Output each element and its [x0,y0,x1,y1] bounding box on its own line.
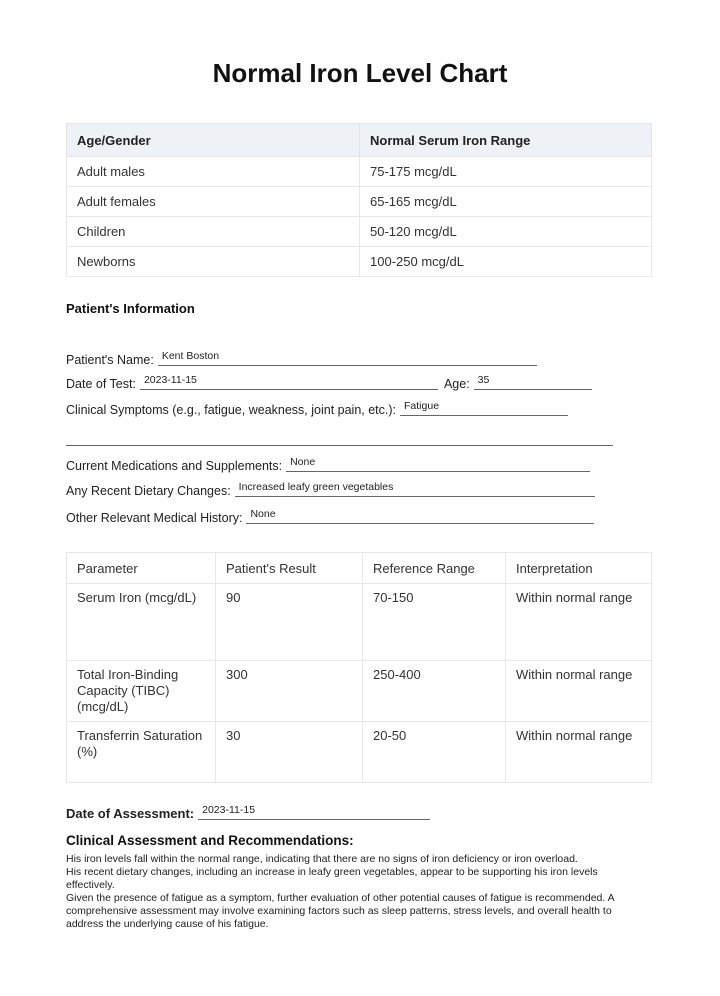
column-header: Reference Range [363,553,506,584]
table-row [67,247,652,277]
medications-input[interactable]: None [286,457,590,472]
age-gender-cell: Children [67,217,360,247]
table-row [67,722,652,783]
date-of-assessment-input[interactable]: 2023-11-15 [198,805,430,820]
parameter-cell: Total Iron-Binding Capacity (TIBC) (mcg/dL) [67,661,216,722]
date-of-test-input[interactable]: 2023-11-15 [140,375,438,390]
table-header-row [67,553,652,584]
table-row [67,217,652,247]
medical-history-field [66,510,594,525]
field-label: Date of Assessment: [66,806,195,821]
clinical-symptoms-extra-line[interactable] [66,445,613,446]
field-label: Patient's Name: [66,353,154,367]
parameter-cell: Serum Iron (mcg/dL) [67,584,216,661]
clinical-symptoms-input[interactable]: Fatigue [400,401,568,416]
field-label: Clinical Symptoms (e.g., fatigue, weakness, joint pain, etc.): [66,403,397,417]
table-header-row [67,124,652,157]
column-header: Age/Gender [67,124,360,157]
table-row [67,157,652,187]
medical-history-input[interactable]: None [246,509,594,524]
result-cell: 90 [216,584,363,661]
column-header: Parameter [67,553,216,584]
assessment-paragraph: His recent dietary changes, including an increase in leafy green vegetables, appear to be supporting his iron levels effectively. [66,866,598,891]
patient-name-input[interactable]: Kent Boston [158,351,537,366]
field-label: Date of Test: [66,377,136,391]
assessment-text [66,853,646,931]
age-gender-cell: Adult males [67,157,360,187]
interpretation-cell: Within normal range [506,661,652,722]
column-header: Interpretation [506,553,652,584]
normal-range-table [66,123,652,277]
age-input[interactable]: 35 [474,375,592,390]
interpretation-cell: Within normal range [506,722,652,783]
date-of-test-field [66,376,592,391]
assessment-paragraph: His iron levels fall within the normal range, indicating that there are no signs of iron deficiency or iron overload. [66,853,578,865]
table-row [67,584,652,661]
reference-range-cell: 250-400 [363,661,506,722]
table-row [67,187,652,217]
field-label: Any Recent Dietary Changes: [66,484,231,498]
field-label: Other Relevant Medical History: [66,511,243,525]
range-cell: 50-120 mcg/dL [360,217,652,247]
age-gender-cell: Newborns [67,247,360,277]
range-cell: 65-165 mcg/dL [360,187,652,217]
result-cell: 300 [216,661,363,722]
dietary-changes-input[interactable]: Increased leafy green vegetables [235,482,595,497]
patient-info-heading: Patient's Information [66,301,195,316]
reference-range-cell: 70-150 [363,584,506,661]
interpretation-cell: Within normal range [506,584,652,661]
clinical-symptoms-field [66,402,568,417]
patient-name-field [66,352,537,367]
column-header: Normal Serum Iron Range [360,124,652,157]
date-of-assessment-field [66,806,430,821]
field-label: Current Medications and Supplements: [66,459,283,473]
reference-range-cell: 20-50 [363,722,506,783]
medications-field [66,458,590,473]
column-header: Patient's Result [216,553,363,584]
field-label: Age: [443,377,470,391]
result-cell: 30 [216,722,363,783]
range-cell: 75-175 mcg/dL [360,157,652,187]
lab-results-table [66,552,652,783]
age-gender-cell: Adult females [67,187,360,217]
range-cell: 100-250 mcg/dL [360,247,652,277]
assessment-paragraph: Given the presence of fatigue as a symptom, further evaluation of other potential causes of fatigue is recommended. A comprehensive assessment may involve examining factors such as sleep patterns, stress levels, and overall health to address the underlying cause of his fatigue. [66,892,615,930]
dietary-changes-field [66,483,595,498]
page-title: Normal Iron Level Chart [212,58,508,88]
table-row [67,661,652,722]
assessment-heading: Clinical Assessment and Recommendations: [66,833,354,848]
parameter-cell: Transferrin Saturation (%) [67,722,216,783]
